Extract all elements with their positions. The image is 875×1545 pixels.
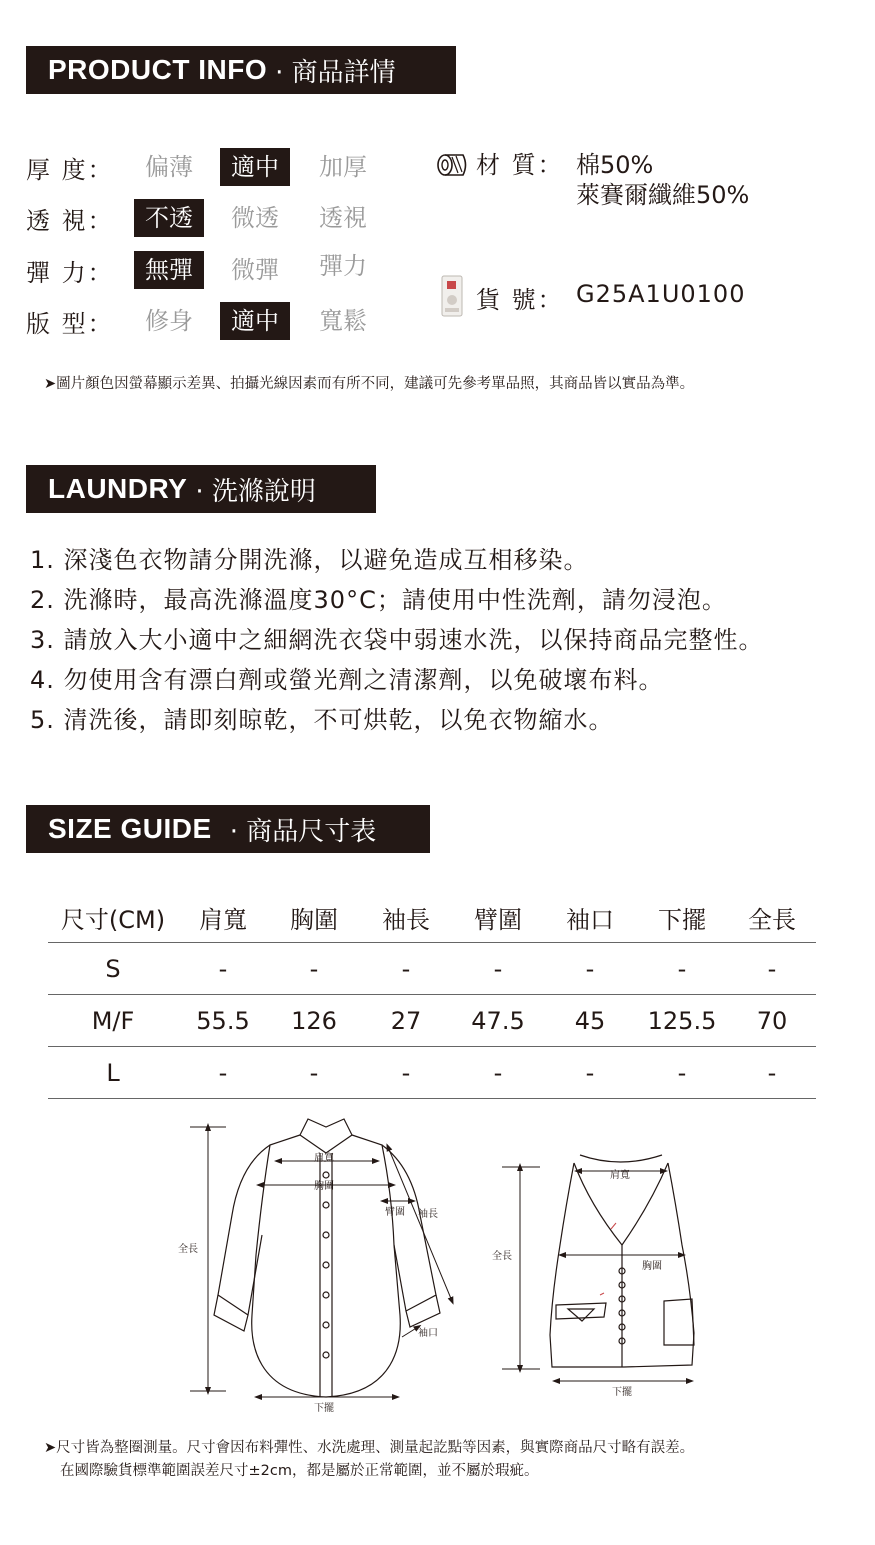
size-cell: - bbox=[636, 1047, 728, 1099]
size-guide-title-en: SIZE GUIDE bbox=[48, 813, 212, 844]
attr-row-elasticity bbox=[26, 251, 434, 289]
size-cell: S bbox=[48, 943, 178, 995]
size-cell: 27 bbox=[360, 995, 452, 1047]
size-note-line-1: ➤尺寸皆為整圈測量。尺寸會因布料彈性、水洗處理、測量起訖點等因素，與實際商品尺寸略有誤差。 bbox=[44, 1440, 695, 1456]
size-cell: - bbox=[360, 943, 452, 995]
size-cell: M/F bbox=[48, 995, 178, 1047]
shirt-label-length: 全長 bbox=[178, 1244, 198, 1255]
attr-option: 不透 bbox=[134, 199, 204, 237]
size-table-header-row bbox=[48, 892, 816, 943]
product-info-header bbox=[26, 46, 456, 94]
garment-diagrams bbox=[0, 1105, 875, 1425]
product-info-title-en: PRODUCT INFO bbox=[48, 54, 268, 85]
size-cell: - bbox=[728, 943, 816, 995]
vest-pocket-flap bbox=[556, 1303, 606, 1319]
attr-option: 無彈 bbox=[134, 251, 204, 289]
size-table bbox=[48, 892, 816, 1099]
code-value: G25A1U0100 bbox=[576, 280, 746, 308]
shirt-dimension-lines bbox=[190, 1127, 452, 1397]
vest-patch-pocket bbox=[664, 1299, 694, 1345]
table-row bbox=[48, 943, 816, 995]
size-cell: - bbox=[452, 943, 544, 995]
size-note-line-2: 在國際驗貨標準範圍誤差尺寸±2cm，都是屬於正常範圍，並不屬於瑕疵。 bbox=[60, 1463, 539, 1479]
size-header-cell: 肩寬 bbox=[178, 892, 268, 943]
attr-option: 透視 bbox=[319, 204, 367, 232]
shirt-label-chest: 胸圍 bbox=[314, 1181, 334, 1192]
vest-label-hem: 下擺 bbox=[612, 1387, 632, 1398]
attr-label: 透 視： bbox=[26, 206, 114, 235]
size-guide-header bbox=[26, 805, 430, 853]
attr-row-transparency bbox=[26, 199, 434, 237]
material-info bbox=[440, 150, 749, 210]
size-cell: 45 bbox=[544, 995, 636, 1047]
size-cell: - bbox=[268, 1047, 360, 1099]
material-line-1: 棉50% bbox=[576, 151, 654, 179]
product-code bbox=[440, 280, 745, 315]
size-cell: 126 bbox=[268, 995, 360, 1047]
laundry-item: 1. 深淺色衣物請分開洗滌，以避免造成互相移染。 bbox=[30, 546, 589, 574]
attr-option: 彈力 bbox=[319, 252, 367, 280]
product-info-title-zh: · 商品詳情 bbox=[275, 57, 396, 88]
shirt-left-cuff bbox=[214, 1295, 248, 1331]
size-cell: - bbox=[178, 943, 268, 995]
size-cell: 47.5 bbox=[452, 995, 544, 1047]
vest-diagram bbox=[550, 1155, 694, 1367]
attr-label: 彈 力： bbox=[26, 258, 114, 287]
size-cell: - bbox=[178, 1047, 268, 1099]
color-disclaimer: ➤圖片顏色因螢幕顯示差異、拍攝光線因素而有所不同，建議可先參考單品照，其商品皆以實品為準。 bbox=[44, 376, 695, 392]
attr-option: 微彈 bbox=[231, 256, 279, 284]
vest-label-length: 全長 bbox=[492, 1251, 512, 1262]
laundry-item: 3. 請放入大小適中之細網洗衣袋中弱速水洗，以保持商品完整性。 bbox=[30, 626, 764, 654]
table-row bbox=[48, 995, 816, 1047]
size-guide-title-zh: · 商品尺寸表 bbox=[229, 816, 377, 847]
attr-row-fit bbox=[26, 302, 434, 340]
vest-dimension-lines bbox=[502, 1167, 690, 1381]
laundry-item: 5. 清洗後，請即刻晾乾，不可烘乾，以免衣物縮水。 bbox=[30, 706, 614, 734]
size-header-cell: 袖長 bbox=[360, 892, 452, 943]
laundry-title-zh: · 洗滌說明 bbox=[195, 476, 316, 507]
shirt-right-sleeve bbox=[382, 1145, 436, 1311]
size-header-cell: 下擺 bbox=[636, 892, 728, 943]
shirt-label-hem: 下擺 bbox=[314, 1403, 334, 1414]
size-cell: L bbox=[48, 1047, 178, 1099]
attr-option: 寬鬆 bbox=[319, 307, 367, 335]
attr-option: 加厚 bbox=[319, 153, 367, 181]
size-header-cell: 尺寸(CM) bbox=[48, 892, 178, 943]
shirt-right-cuff bbox=[406, 1295, 440, 1327]
size-cell: - bbox=[544, 1047, 636, 1099]
shirt-left-sleeve bbox=[218, 1145, 270, 1315]
material-label: 材 質： bbox=[476, 151, 564, 179]
shirt-label-sleeve: 袖長 bbox=[418, 1209, 438, 1220]
shirt-label-arm: 臂圍 bbox=[385, 1207, 405, 1218]
material-line-2: 萊賽爾纖維50% bbox=[576, 181, 750, 209]
attr-option: 偏薄 bbox=[145, 153, 193, 181]
attr-option: 微透 bbox=[231, 204, 279, 232]
attr-row-thickness bbox=[26, 148, 434, 186]
size-cell: - bbox=[268, 943, 360, 995]
attr-option: 適中 bbox=[220, 148, 290, 186]
size-cell: - bbox=[360, 1047, 452, 1099]
size-header-cell: 胸圍 bbox=[268, 892, 360, 943]
size-header-cell: 臂圍 bbox=[452, 892, 544, 943]
size-cell: - bbox=[452, 1047, 544, 1099]
laundry-item: 4. 勿使用含有漂白劑或螢光劑之清潔劑，以免破壞布料。 bbox=[30, 666, 664, 694]
laundry-item: 2. 洗滌時，最高洗滌溫度30°C；請使用中性洗劑，請勿浸泡。 bbox=[30, 586, 727, 614]
attr-option: 適中 bbox=[220, 302, 290, 340]
shirt-label-shoulder: 肩寬 bbox=[314, 1153, 334, 1164]
size-cell: - bbox=[636, 943, 728, 995]
size-cell: 70 bbox=[728, 995, 816, 1047]
shirt-collar bbox=[300, 1119, 352, 1153]
size-header-cell: 袖口 bbox=[544, 892, 636, 943]
vest-label-shoulder: 肩寬 bbox=[610, 1170, 630, 1181]
fabric-roll-icon bbox=[436, 152, 470, 178]
tag-icon bbox=[440, 274, 464, 318]
size-cell: 125.5 bbox=[636, 995, 728, 1047]
size-cell: - bbox=[728, 1047, 816, 1099]
shirt-label-cuff: 袖口 bbox=[418, 1328, 438, 1339]
laundry-title-en: LAUNDRY bbox=[48, 473, 188, 504]
size-header-cell: 全長 bbox=[728, 892, 816, 943]
size-cell: - bbox=[544, 943, 636, 995]
laundry-list bbox=[30, 540, 764, 740]
attr-option: 修身 bbox=[145, 307, 193, 335]
code-label: 貨 號： bbox=[476, 286, 564, 314]
size-cell: 55.5 bbox=[178, 995, 268, 1047]
vest-label-chest: 胸圍 bbox=[642, 1261, 662, 1272]
table-row bbox=[48, 1047, 816, 1099]
attr-label: 厚 度： bbox=[26, 155, 114, 184]
attr-label: 版 型： bbox=[26, 309, 114, 338]
laundry-header bbox=[26, 465, 376, 513]
